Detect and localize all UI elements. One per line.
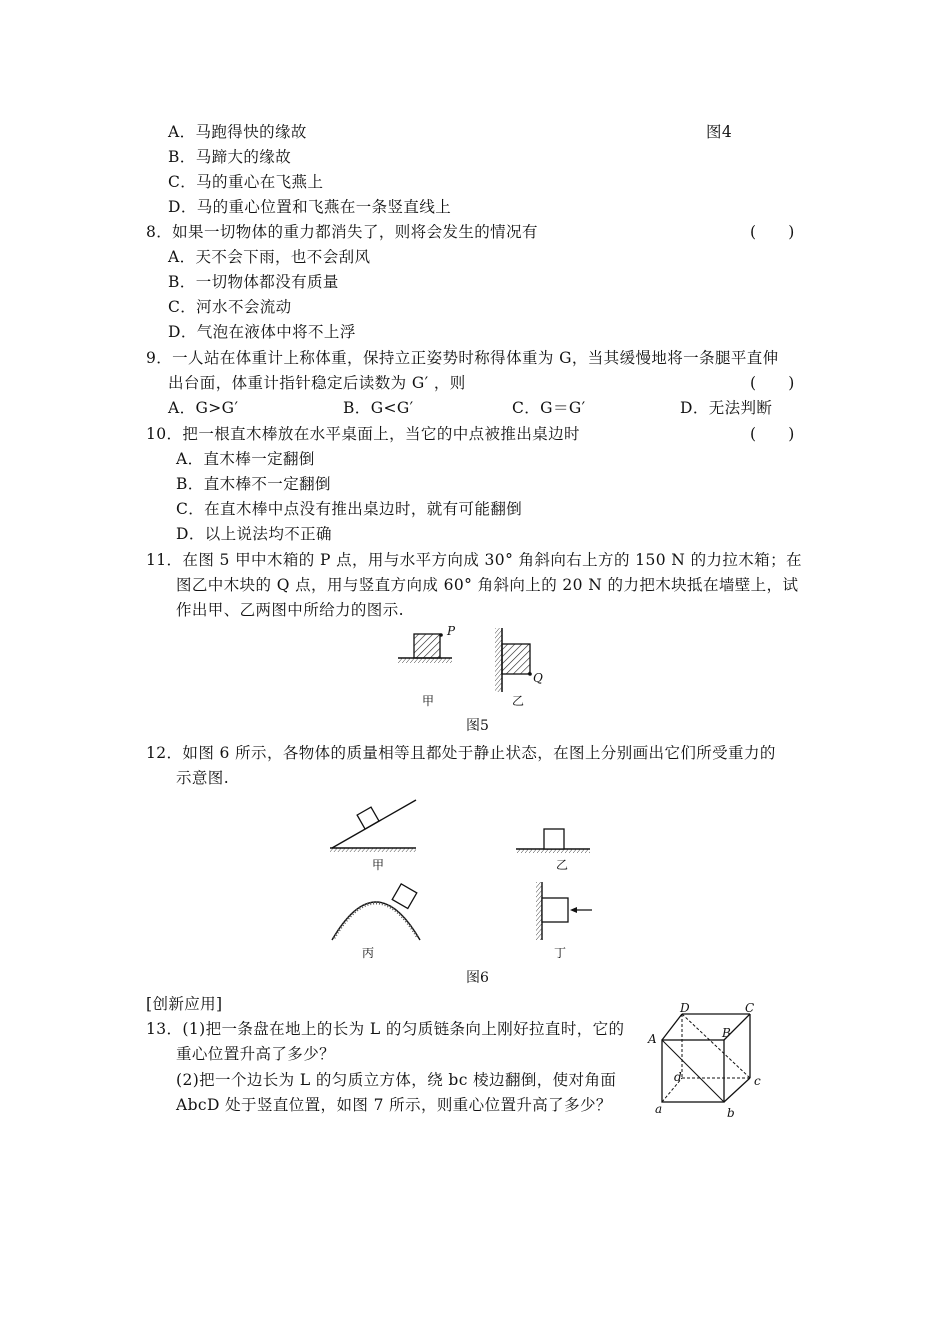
fig5-yi-wall-hatch <box>495 628 502 692</box>
fig5-label-jia: 甲 <box>422 694 435 708</box>
figure-6-caption: 图6 <box>466 970 489 986</box>
figure-5-diagram <box>390 620 560 700</box>
figure-6-diagram <box>320 792 640 952</box>
fig5-point-p <box>439 633 443 637</box>
q7-option-b: B．马蹄大的缘故 <box>168 148 292 166</box>
q8-option-a: A．天不会下雨，也不会刮风 <box>168 248 371 266</box>
fig6-jia-block <box>357 807 379 829</box>
q7-option-a: A．马跑得快的缘故 <box>168 123 307 141</box>
q8-option-b: B．一切物体都没有质量 <box>168 273 339 291</box>
q13-line2: 重心位置升高了多少？ <box>176 1045 336 1063</box>
cube-label-c: c <box>754 1074 761 1088</box>
cube-label-C: C <box>745 1001 755 1015</box>
fig6-label-ding: 丁 <box>554 946 567 960</box>
fig6-yi-block <box>544 829 564 849</box>
q13-line4: AbcD 处于竖直位置，如图 7 所示，则重心位置升高了多少？ <box>176 1096 612 1114</box>
figure-4-label: 图4 <box>706 123 733 141</box>
fig6-ding-arrowhead <box>570 907 577 913</box>
section-heading: [创新应用] <box>146 995 223 1013</box>
q9-stem-line2: 出台面，体重计指针稳定后读数为 G′ ，则 <box>168 374 466 392</box>
cube-label-B: B <box>722 1026 731 1040</box>
cube-diagonal-Ab <box>662 1040 724 1102</box>
fig6-label-jia: 甲 <box>372 858 385 872</box>
q11-line2: 图乙中木块的 Q 点，用与竖直方向成 60° 角斜向上的 20 N 的力把木块抵在墙壁上，试 <box>176 576 799 594</box>
q10-answer-bracket: ( ) <box>750 425 795 443</box>
fig6-label-bing: 丙 <box>362 946 375 960</box>
q13-line1: 13．(1)把一条盘在地上的长为 L 的匀质链条向上刚好拉直时，它的 <box>146 1020 625 1038</box>
q8-option-d: D．气泡在液体中将不上浮 <box>168 323 356 341</box>
figure-5-caption: 图5 <box>466 718 489 734</box>
fig5-jia-floor-hatch <box>398 658 452 663</box>
q7-option-c: C．马的重心在飞燕上 <box>168 173 324 191</box>
q13-line3: (2)把一个边长为 L 的匀质立方体，绕 bc 棱边翻倒，使对角面 <box>176 1071 617 1089</box>
q9-option-d: D．无法判断 <box>680 399 773 417</box>
q11-line1: 11．在图 5 甲中木箱的 P 点，用与水平方向成 30° 角斜向右上方的 150 N 的力拉木箱；在 <box>146 551 802 569</box>
q12-line2: 示意图. <box>176 769 230 787</box>
q11-line3: 作出甲、乙两图中所给力的图示. <box>176 601 404 619</box>
q10-option-d: D．以上说法均不正确 <box>176 525 332 543</box>
q8-stem: 8．如果一切物体的重力都消失了，则将会发生的情况有 <box>146 223 538 241</box>
fig6-bing-arch-hatch <box>334 903 418 938</box>
fig6-jia-floor-hatch <box>330 848 416 852</box>
cube-label-b: b <box>727 1106 735 1120</box>
fig5-yi-box <box>502 644 530 674</box>
figure-7-cube-diagram <box>650 1000 770 1120</box>
q10-option-b: B．直木棒不一定翻倒 <box>176 475 331 493</box>
cube-label-d: d <box>674 1070 682 1084</box>
fig6-ding-wall-hatch <box>536 882 542 940</box>
q10-stem: 10．把一根直木棒放在水平桌面上，当它的中点被推出桌边时 <box>146 425 580 443</box>
cube-label-D: D <box>680 1001 690 1015</box>
q10-option-c: C．在直木棒中点没有推出桌边时，就有可能翻倒 <box>176 500 523 518</box>
fig5-label-yi: 乙 <box>512 694 525 708</box>
q8-option-c: C．河水不会流动 <box>168 298 292 316</box>
q9-option-c: C．G＝G′ <box>512 399 586 417</box>
fig6-label-yi: 乙 <box>556 858 569 872</box>
fig5-label-p: P <box>447 624 456 638</box>
fig5-label-q: Q <box>533 671 543 685</box>
q9-stem-line1: 9．一人站在体重计上称体重，保持立正姿势时称得体重为 G，当其缓慢地将一条腿平直伸 <box>146 349 779 367</box>
q9-answer-bracket: ( ) <box>750 374 795 392</box>
fig5-jia-box <box>414 634 440 658</box>
q8-answer-bracket: ( ) <box>750 223 795 241</box>
fig6-ding-block <box>542 898 568 922</box>
q10-option-a: A．直木棒一定翻倒 <box>176 450 315 468</box>
q12-line1: 12．如图 6 所示，各物体的质量相等且都处于静止状态，在图上分别画出它们所受重力的 <box>146 744 776 762</box>
q9-option-b: B．G<G′ <box>343 399 414 417</box>
fig6-bing-block <box>392 884 417 909</box>
q9-option-a: A．G>G′ <box>168 399 239 417</box>
cube-label-A: A <box>648 1032 657 1046</box>
fig5-point-q <box>528 672 532 676</box>
cube-label-a: a <box>655 1102 663 1116</box>
q7-option-d: D．马的重心位置和飞燕在一条竖直线上 <box>168 198 452 216</box>
